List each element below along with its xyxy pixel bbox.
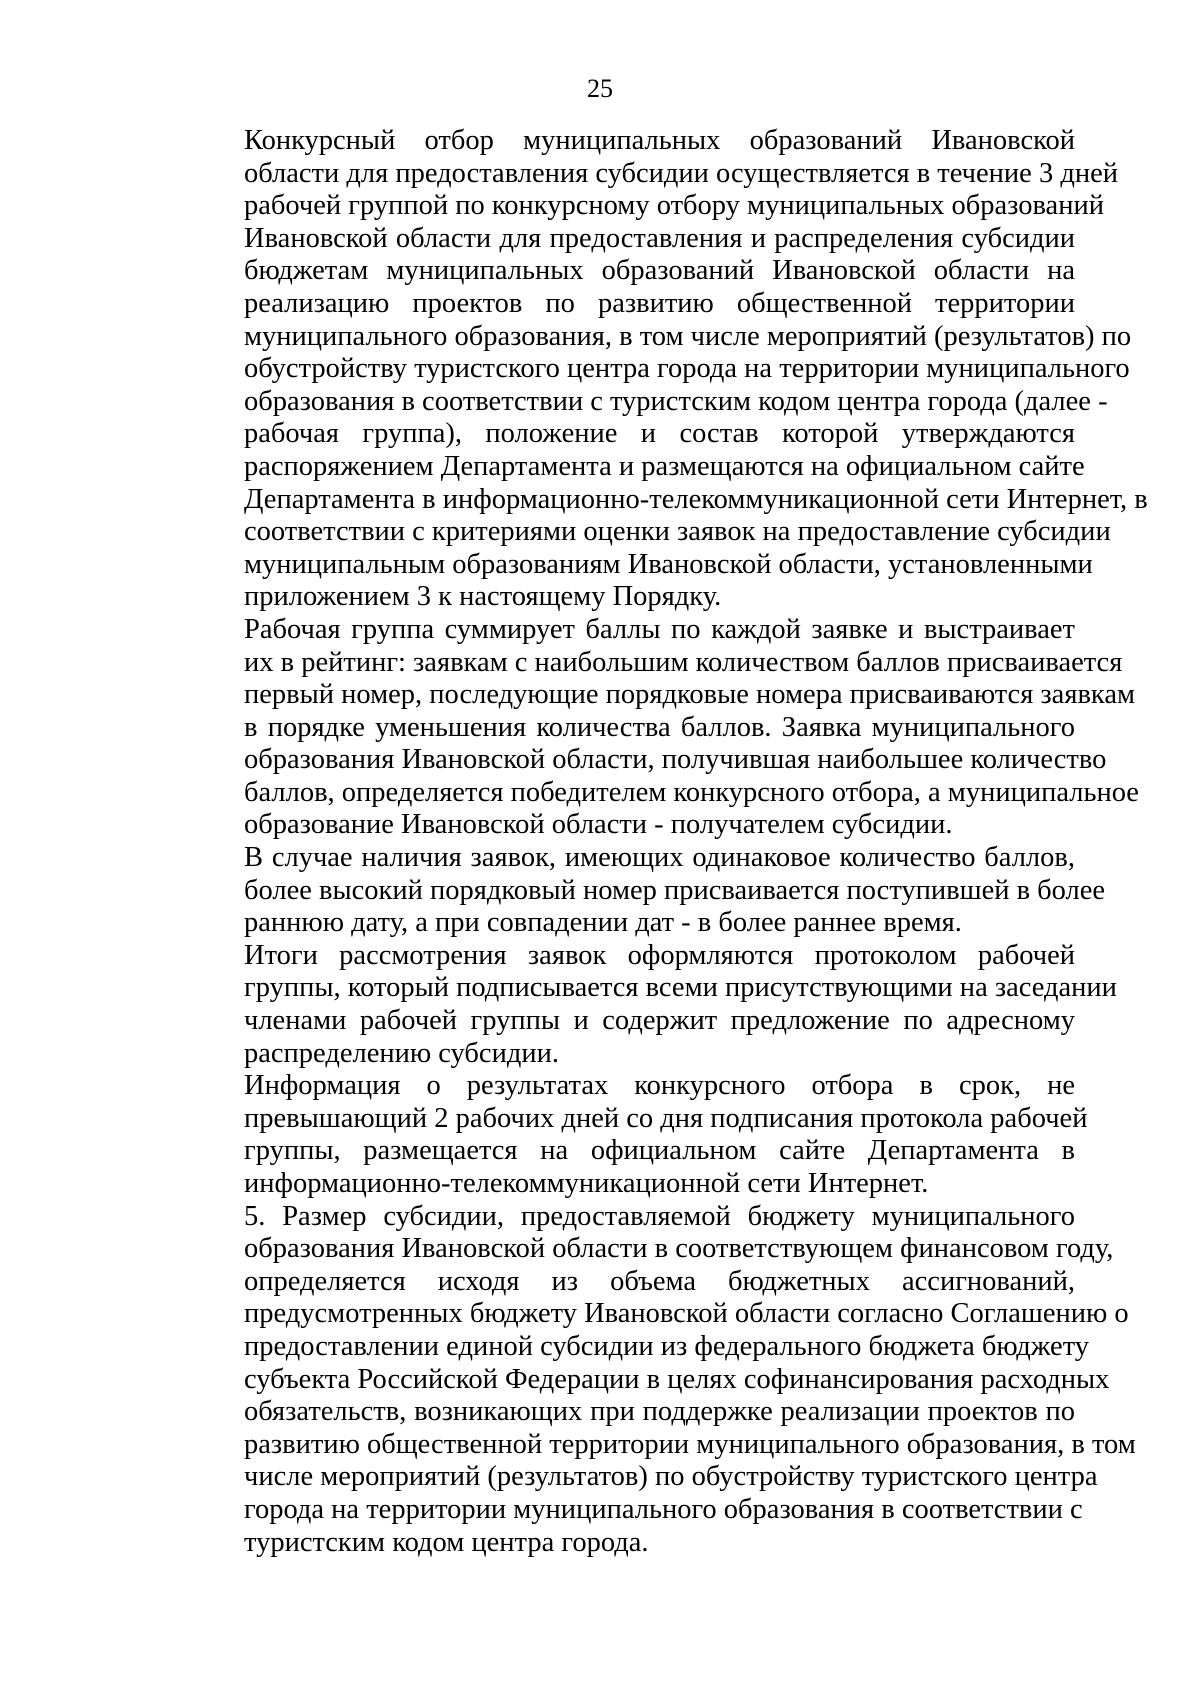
page-number: 25 <box>587 74 613 103</box>
text-line: Департамента в информационно-телекоммуникационной сети Интернет, в <box>244 483 1148 515</box>
text-line: образования в соответствии с туристским кодом центра города (далее - <box>244 385 1108 417</box>
text-line: приложением 3 к настоящему Порядку. <box>244 581 722 613</box>
paragraph <box>172 842 1106 940</box>
text-line: Ивановской области для предоставления и распределения субсидии <box>244 222 1075 254</box>
text-line: области для предоставления субсидии осуществляется в течение 3 дней <box>244 157 1118 189</box>
text-line: В случае наличия заявок, имеющих одинаковое количество баллов, <box>244 842 1075 874</box>
text-line: соответствии с критериями оценки заявок на предоставление субсидии <box>244 516 1111 548</box>
text-line: определяется исходя из объема бюджетных ассигнований, <box>244 1265 1075 1297</box>
paragraph <box>172 1070 1088 1200</box>
text-line: рабочей группой по конкурсному отбору муниципальных образований <box>244 190 1104 222</box>
text-line: первый номер, последующие порядковые номера присваиваются заявкам <box>244 679 1136 711</box>
text-line: Итоги рассмотрения заявок оформляются протоколом рабочей <box>244 939 1075 971</box>
text-line: реализацию проектов по развитию общественной территории <box>244 287 1075 319</box>
document-body <box>172 125 1148 1559</box>
text-line: обустройству туристского центра города на территории муниципального <box>244 353 1130 385</box>
text-line: города на территории муниципального образования в соответствии с <box>244 1493 1083 1525</box>
text-line: развитию общественной территории муниципального образования, в том <box>244 1428 1136 1460</box>
paragraph <box>172 125 1148 614</box>
text-line: муниципальным образованиям Ивановской области, установленными <box>244 548 1093 580</box>
text-line: туристским кодом центра города. <box>244 1526 649 1558</box>
paragraph <box>172 1200 1136 1560</box>
text-line: Рабочая группа суммирует баллы по каждой заявке и выстраивает <box>244 613 1075 645</box>
text-line: обязательств, возникающих при поддержке реализации проектов по <box>244 1396 1075 1428</box>
text-line: Информация о результатах конкурсного отбора в срок, не <box>244 1070 1075 1102</box>
text-line: 5. Размер субсидии, предоставляемой бюджету муниципального <box>244 1200 1075 1232</box>
text-line: предоставлении единой субсидии из федерального бюджета бюджету <box>244 1330 1090 1362</box>
text-line: их в рейтинг: заявкам с наибольшим количеством баллов присваивается <box>244 646 1123 678</box>
text-line: более высокий порядковый номер присваивается поступившей в более <box>244 874 1106 906</box>
paragraph <box>172 613 1139 842</box>
text-line: в порядке уменьшения количества баллов. Заявка муниципального <box>244 711 1075 743</box>
text-line: информационно-телекоммуникационной сети Интернет. <box>244 1168 929 1199</box>
text-line: образование Ивановской области - получателем субсидии. <box>244 809 953 841</box>
text-line: предусмотренных бюджету Ивановской области согласно Соглашению о <box>244 1298 1129 1330</box>
text-line: группы, который подписывается всеми присутствующими на заседании <box>244 972 1117 1004</box>
text-line: группы, размещается на официальном сайте Департамента в <box>244 1135 1075 1167</box>
text-line: числе мероприятий (результатов) по обустройству туристского центра <box>244 1461 1098 1493</box>
text-line: образования Ивановской области, получившая наибольшее количество <box>244 744 1107 776</box>
text-line: субъекта Российской Федерации в целях софинансирования расходных <box>244 1363 1110 1395</box>
text-line: муниципального образования, в том числе мероприятий (результатов) по <box>244 320 1132 352</box>
text-line: образования Ивановской области в соответствующем финансовом году, <box>244 1233 1114 1265</box>
text-line: рабочая группа), положение и состав которой утверждаются <box>244 418 1075 450</box>
text-line: раннюю дату, а при совпадении дат - в более раннее время. <box>244 907 962 939</box>
text-line: членами рабочей группы и содержит предложение по адресному <box>244 1005 1075 1037</box>
text-line: превышающий 2 рабочих дней со дня подписания протокола рабочей <box>244 1102 1088 1134</box>
text-line: распределению субсидии. <box>244 1037 559 1069</box>
paragraph <box>172 939 1117 1070</box>
text-line: распоряжением Департамента и размещаются на официальном сайте <box>244 450 1085 482</box>
text-line: Конкурсный отбор муниципальных образований Ивановской <box>244 125 1075 156</box>
text-line: бюджетам муниципальных образований Ивановской области на <box>244 255 1075 287</box>
text-line: баллов, определяется победителем конкурсного отбора, а муниципальное <box>244 776 1139 808</box>
